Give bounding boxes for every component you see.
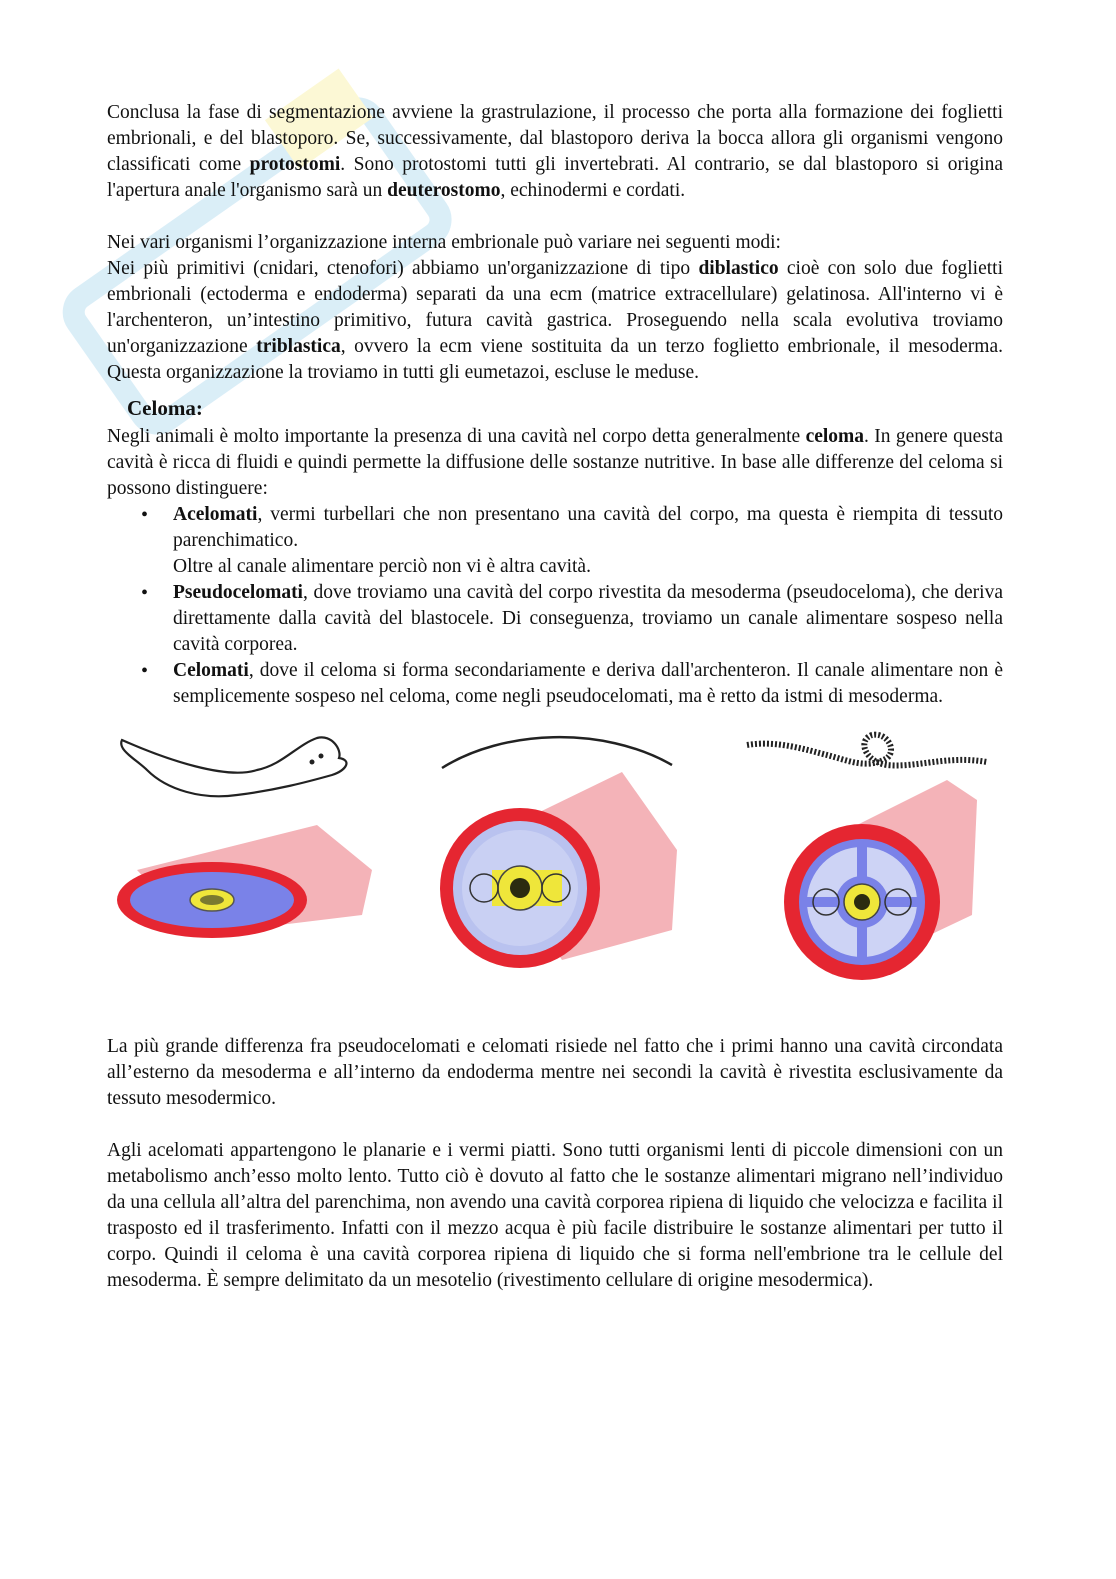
bold-term: deuterostomo bbox=[387, 180, 501, 201]
pseudocoelomate-figure bbox=[422, 720, 692, 1010]
bold-term: celoma bbox=[805, 426, 865, 447]
bold-term: Acelomati bbox=[173, 504, 258, 525]
paragraph-celoma-intro: Negli animali è molto importante la presenza di una cavità nel corpo detta generalmente celoma. In genere questa cavità è ricca di fluidi e quindi permette la diffusione delle sostanze nutritive. In base alle differenze del celoma si possono distinguere: bbox=[107, 426, 1003, 499]
paragraph-diblastic-triblastic: Nei più primitivi (cnidari, ctenofori) abbiamo un'organizzazione di tipo diblastico cioè con solo due foglietti embrionali (ectoderma e endoderma) separati da una ecm (matrice extracellulare) gelatinosa. All'interno vi è l'archenteron, un’intestino primitivo, futura cavità gastrica. Proseguendo nella scala evolutiva troviamo un'organizzazione triblastica, ovvero la ecm viene sostituita da un terzo foglietto embrionale, il mesoderma. Questa organizzazione la troviamo in tutti gli eumetazoi, escluse le meduse. bbox=[107, 258, 1003, 383]
bold-term: Pseudocelomati bbox=[173, 582, 303, 603]
roundworm-outline bbox=[442, 737, 672, 768]
bold-term: diblastico bbox=[698, 258, 779, 279]
paragraph-organization-intro: Nei vari organismi l’organizzazione interna embrionale può variare nei seguenti modi: bbox=[107, 232, 781, 253]
paragraph-acoelomates: Agli acelomati appartengono le planarie e i vermi piatti. Sono tutti organismi lenti di piccole dimensioni con un metabolismo anch’esso molto lento. Tutto ciò è dovuto al fatto che le sostanze alimentari migrano nell’individuo da una cellula all’altra del parenchima, non avendo una cavità corporea ripiena di liquido che velocizza e facilita il trasposto ed il trasferimento. Infatti con il mezzo acqua è più facile distribuire le sostanze alimentari per tutto il corpo. Quindi il celoma è una cavità corporea ripiena di liquido che si forma nell'embrione tra le cellule del mesoderma. È sempre delimitato da un mesotelio (rivestimento cellulare di origine mesodermica). bbox=[107, 1140, 1003, 1291]
earthworm-outline bbox=[747, 735, 987, 766]
bold-term: triblastica bbox=[256, 336, 341, 357]
flatworm-outline bbox=[121, 737, 346, 796]
body-plan-figures bbox=[97, 720, 997, 1010]
bold-term: protostomi bbox=[249, 154, 341, 175]
section-heading-celoma: Celoma: bbox=[127, 396, 203, 420]
list-item-pseudocelomati: • Pseudocelomati, dove troviamo una cavità del corpo rivestita da mesoderma (pseudoceloma), che deriva direttamente dalla cavità del blastocele. Di conseguenza, troviamo un canale alimentare sospeso nella cavità corporea. bbox=[173, 580, 1003, 658]
acoelomate-figure bbox=[107, 720, 377, 1010]
list-item-acelomati: • Acelomati, vermi turbellari che non presentano una cavità del corpo, ma questa è riempita di tessuto parenchimatico. Oltre al canale alimentare perciò non vi è altra cavità. bbox=[173, 502, 1003, 580]
bold-term: Celomati bbox=[173, 660, 249, 681]
paragraph-gastrulation: Conclusa la fase di segmentazione avviene la grastrulazione, il processo che porta alla formazione dei foglietti embrionali, e del blastoporo. Se, successivamente, dal blastoporo deriva la bocca allora gli organismi vengono classificati come protostomi. Sono protostomi tutti gli invertebrati. Al contrario, se dal blastoporo si origina l'apertura anale l'organismo sarà un deuterostomo, echinodermi e cordati. bbox=[107, 102, 1003, 201]
list-item-celomati: • Celomati, dove il celoma si forma secondariamente e deriva dall'archenteron. Il canale alimentare non è semplicemente sospeso nel celoma, come negli pseudocelomati, ma è retto da istmi di mesoderma. bbox=[173, 658, 1003, 710]
coelom-types-list bbox=[107, 502, 1003, 710]
coelomate-figure bbox=[737, 720, 1007, 1010]
main-text bbox=[107, 100, 1003, 1294]
paragraph-differences: La più grande differenza fra pseudocelomati e celomati risiede nel fatto che i primi hanno una cavità circondata all’esterno da mesoderma e all’interno da endoderma mentre nei secondi la cavità è rivestita esclusivamente da tessuto mesodermico. bbox=[107, 1036, 1003, 1109]
